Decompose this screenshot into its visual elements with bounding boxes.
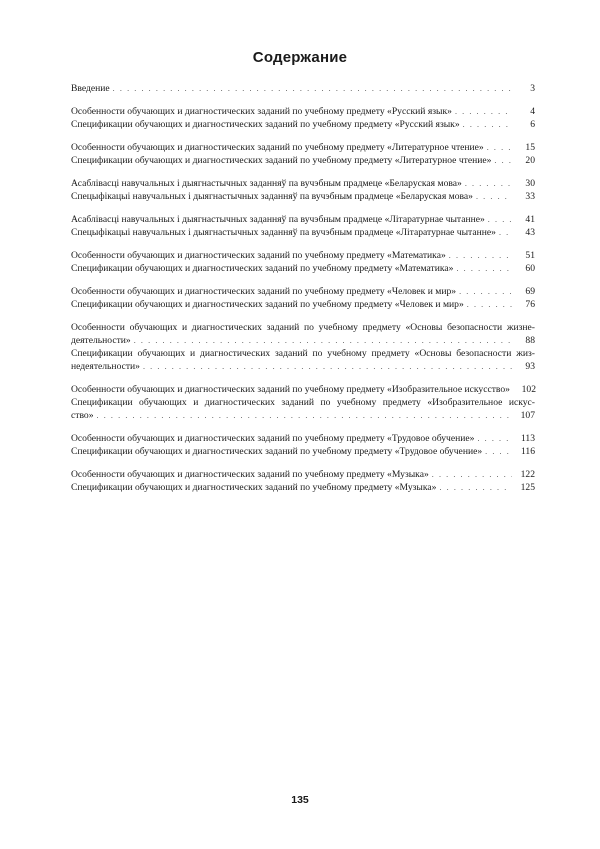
toc-entry[interactable]: [71, 481, 535, 494]
toc-entry-title: недеятельности»: [71, 361, 140, 372]
toc-group: [71, 82, 535, 95]
dot-leader: [485, 445, 512, 458]
dot-leader: [432, 468, 512, 481]
page-title: Содержание: [252, 49, 348, 66]
toc-entry-page: 116: [520, 446, 535, 457]
toc-entry-title: ство»: [71, 410, 94, 421]
toc-entry[interactable]: [71, 298, 535, 311]
toc-group: [71, 285, 535, 311]
toc-entry-page: 76: [525, 299, 535, 310]
toc-entry-page: 33: [525, 191, 535, 202]
toc-group: [71, 432, 535, 458]
dot-leader: [494, 154, 512, 167]
toc-group: [71, 249, 535, 275]
toc-entry-title: Спецификации обучающих и диагностических заданий по учебному предмету «Литературное чтение»: [71, 155, 492, 166]
toc-entry[interactable]: [71, 118, 535, 131]
toc-entry-title-line: Особенности обучающих и диагностических заданий по учебному предмету «Основы безопасности жизне-: [71, 322, 535, 333]
toc-entry[interactable]: [71, 249, 535, 262]
toc-entry[interactable]: [71, 141, 535, 154]
table-of-contents: [71, 82, 535, 504]
dot-leader: [487, 141, 512, 154]
toc-entry-title: Особенности обучающих и диагностических заданий по учебному предмету «Изобразительное искусство»: [71, 384, 510, 395]
toc-group: [71, 141, 535, 167]
toc-entry-title: Особенности обучающих и диагностических заданий по учебному предмету «Литературное чтение»: [71, 142, 484, 153]
toc-entry[interactable]: [71, 468, 535, 481]
toc-entry-title: Асаблівасці навучальных і дыягнастычных заданняў па вучэбным прадмеце «Беларуская мова»: [71, 178, 462, 189]
toc-entry-page: 60: [525, 263, 535, 274]
toc-entry-page: 113: [520, 433, 535, 444]
dot-leader: [143, 360, 512, 373]
toc-entry[interactable]: [71, 177, 535, 190]
toc-entry-page: 93: [525, 361, 535, 372]
toc-entry[interactable]: [71, 154, 535, 167]
toc-entry-page: 51: [525, 250, 535, 261]
page-number: 135: [291, 794, 309, 806]
toc-entry[interactable]: [71, 226, 535, 239]
toc-entry-title: Особенности обучающих и диагностических заданий по учебному предмету «Математика»: [71, 250, 446, 261]
toc-entry-title: Особенности обучающих и диагностических заданий по учебному предмету «Музыка»: [71, 469, 429, 480]
toc-group: [71, 177, 535, 203]
dot-leader: [439, 481, 512, 494]
toc-entry-page: 43: [525, 227, 535, 238]
toc-entry[interactable]: [71, 396, 535, 422]
toc-entry-page: 88: [525, 335, 535, 346]
toc-entry-page: 125: [520, 482, 535, 493]
toc-entry-page: 20: [525, 155, 535, 166]
toc-entry[interactable]: [71, 347, 535, 373]
toc-entry-title: деятельности»: [71, 335, 131, 346]
toc-entry-title: Особенности обучающих и диагностических заданий по учебному предмету «Трудовое обучение»: [71, 433, 475, 444]
toc-entry-title: Спецыфікацыі навучальных і дыягнастычных заданняў па вучэбным прадмеце «Беларуская мова»: [71, 191, 473, 202]
toc-entry-title: Спецыфікацыі навучальных і дыягнастычных заданняў па вучэбным прадмеце «Літаратурнае чытанне»: [71, 227, 496, 238]
toc-entry-page: 102: [521, 384, 536, 395]
dot-leader: [134, 334, 512, 347]
toc-group: [71, 383, 535, 422]
toc-group: [71, 213, 535, 239]
dot-leader: [499, 226, 512, 239]
toc-entry[interactable]: [71, 445, 535, 458]
toc-group: [71, 468, 535, 494]
toc-entry[interactable]: [71, 190, 535, 203]
toc-entry-title: Спецификации обучающих и диагностических заданий по учебному предмету «Трудовое обучение»: [71, 446, 483, 457]
toc-group: [71, 105, 535, 131]
dot-leader: [465, 177, 512, 190]
toc-entry[interactable]: [71, 213, 535, 226]
dot-leader: [477, 432, 512, 445]
toc-entry-title: Особенности обучающих и диагностических заданий по учебному предмету «Человек и мир»: [71, 286, 457, 297]
dot-leader: [97, 409, 512, 422]
toc-entry-page: 6: [530, 119, 535, 130]
dot-leader: [449, 249, 512, 262]
toc-entry-page: 107: [520, 410, 535, 421]
toc-entry-page: 30: [525, 178, 535, 189]
dot-leader: [455, 105, 512, 118]
toc-entry-title: Спецификации обучающих и диагностических заданий по учебному предмету «Человек и мир»: [71, 299, 464, 310]
dot-leader: [113, 82, 512, 95]
toc-entry[interactable]: [71, 285, 535, 298]
toc-entry[interactable]: [71, 432, 535, 445]
dot-leader: [463, 118, 512, 131]
toc-entry-title: Асаблівасці навучальных і дыягнастычных заданняў па вучэбным прадмеце «Літаратурнае чытанне»: [71, 214, 485, 225]
toc-group: [71, 321, 535, 373]
toc-entry[interactable]: [71, 383, 535, 396]
toc-entry-title-line: Спецификации обучающих и диагностических заданий по учебному предмету «Основы безопасности жиз-: [71, 348, 535, 359]
dot-leader: [467, 298, 512, 311]
toc-entry-title: Введение: [71, 83, 110, 94]
dot-leader: [456, 262, 512, 275]
toc-entry-page: 122: [520, 469, 535, 480]
toc-entry-page: 15: [525, 142, 535, 153]
toc-entry-title: Спецификации обучающих и диагностических заданий по учебному предмету «Русский язык»: [71, 119, 460, 130]
toc-entry[interactable]: [71, 321, 535, 347]
toc-entry[interactable]: [71, 262, 535, 275]
toc-entry[interactable]: [71, 105, 535, 118]
toc-entry-page: 41: [525, 214, 535, 225]
toc-entry-page: 4: [530, 106, 535, 117]
toc-entry-title-line: Спецификации обучающих и диагностических заданий по учебному предмету «Изобразительное искус-: [71, 397, 535, 408]
toc-entry-title: Особенности обучающих и диагностических заданий по учебному предмету «Русский язык»: [71, 106, 452, 117]
toc-entry-page: 69: [525, 286, 535, 297]
toc-entry-title: Спецификации обучающих и диагностических заданий по учебному предмету «Математика»: [71, 263, 454, 274]
dot-leader: [459, 285, 512, 298]
toc-entry[interactable]: [71, 82, 535, 95]
dot-leader: [488, 213, 512, 226]
toc-entry-title: Спецификации обучающих и диагностических заданий по учебному предмету «Музыка»: [71, 482, 437, 493]
toc-entry-page: 3: [530, 83, 535, 94]
dot-leader: [476, 190, 512, 203]
